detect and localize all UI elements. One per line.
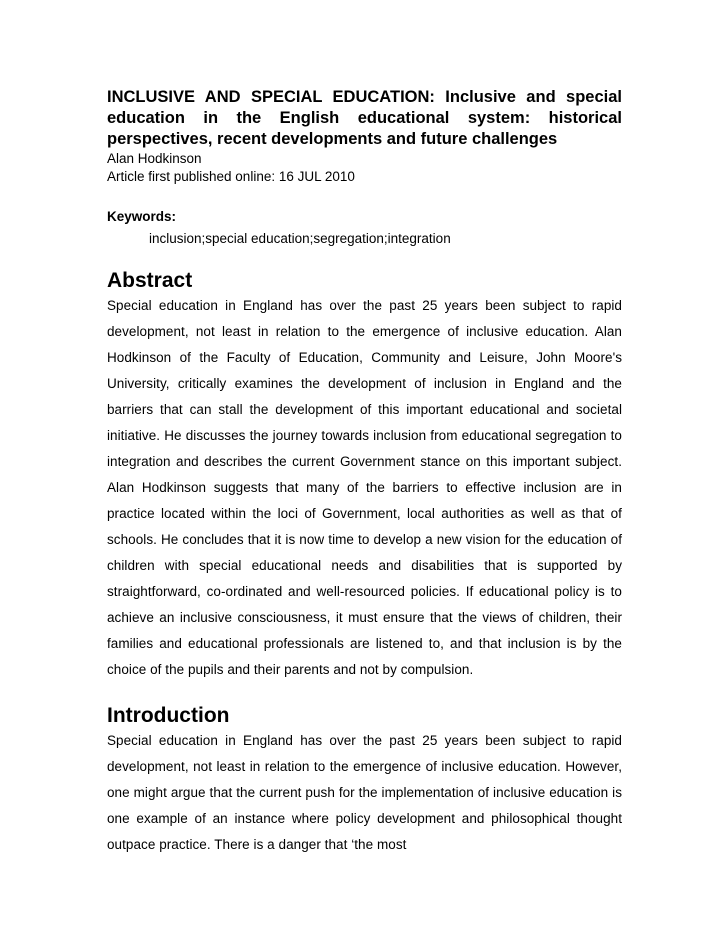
article-title: INCLUSIVE AND SPECIAL EDUCATION: Inclusive and special education in the English educational system: historical perspectives, recent developments and future challenges (107, 88, 622, 148)
keywords-values: inclusion;special education;segregation;integration (149, 231, 451, 246)
introduction-text: Special education in England has over the past 25 years been subject to rapid development, not least in relation to the emergence of inclusive education. However, one might argue that the current push for the implementation of inclusive education is one example of an instance where policy development and philosophical thought outpace practice. There is a danger that ‘the most (107, 733, 622, 852)
keywords-label: Keywords: (107, 209, 177, 224)
abstract-text: Special education in England has over the past 25 years been subject to rapid development, not least in relation to the emergence of inclusive education. Alan Hodkinson of the Faculty of Education, Community and Leisure, John Moore's University, critically examines the development of inclusion in England and the barriers that can stall the development of this important educational and societal initiative. He discusses the journey towards inclusion from educational segregation to integration and describes the current Government stance on this important subject. Alan Hodkinson suggests that many of the barriers to effective inclusion are in practice located within the loci of Government, local authorities as well as that of schools. He concludes that it is now time to develop a new vision for the education of children with special educational needs and disabilities that is supported by straightforward, co-ordinated and well-resourced policies. If educational policy is to achieve an inclusive consciousness, it must ensure that the views of children, their families and educational professionals are listened to, and that inclusion is by the choice of the pupils and their parents and not by compulsion. (107, 298, 622, 677)
publication-date: Article first published online: 16 JUL 2010 (107, 169, 355, 184)
article-author: Alan Hodkinson (107, 151, 202, 166)
spacer (107, 186, 622, 208)
abstract-heading: Abstract (107, 269, 193, 292)
introduction-heading: Introduction (107, 704, 230, 727)
document-page (107, 87, 622, 858)
